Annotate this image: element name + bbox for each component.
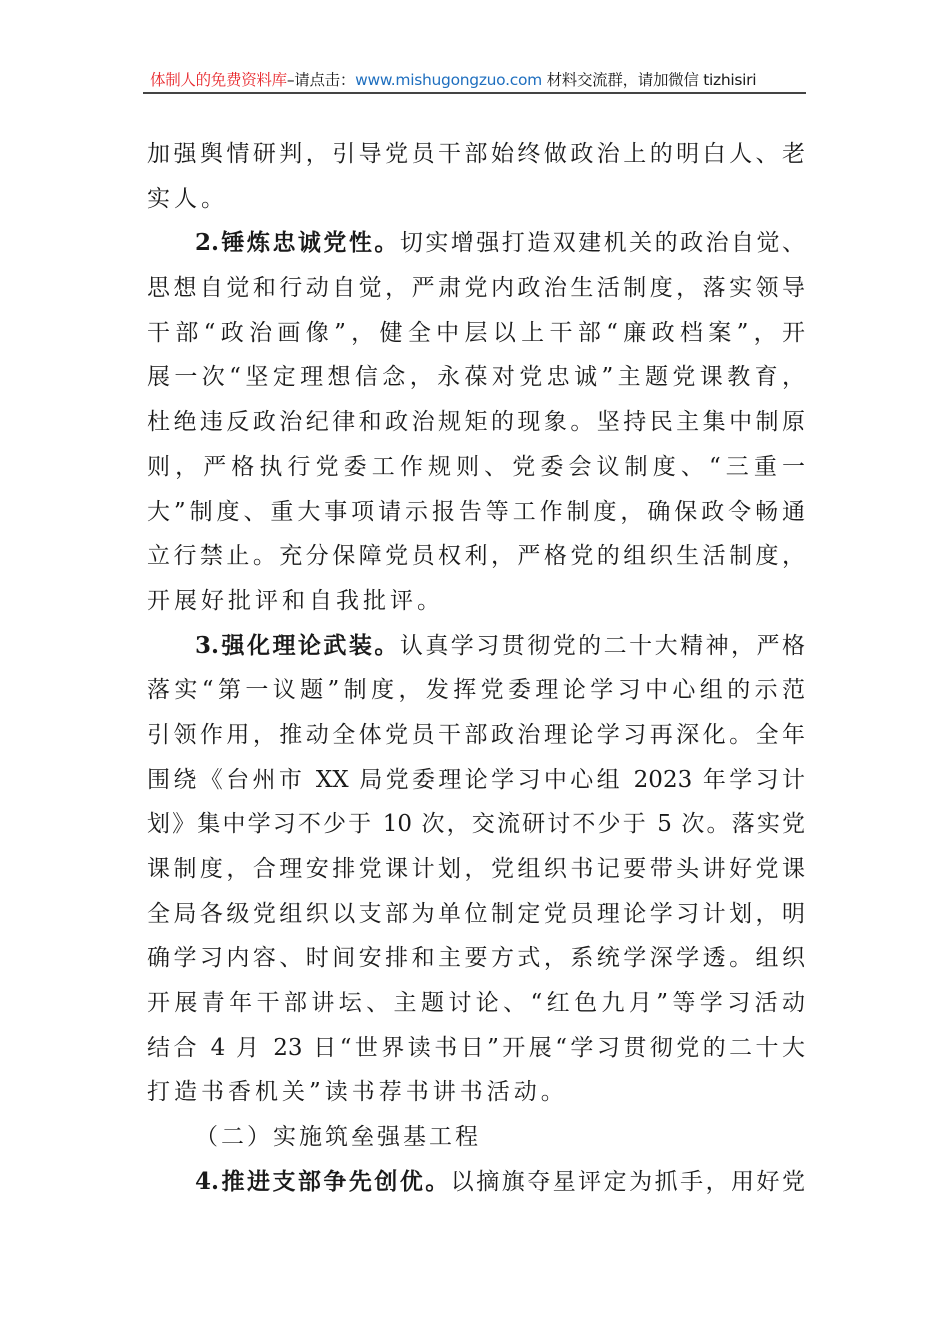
- line-text: 划》集中学习不少于 10 次，交流研讨不少于 5 次。落实党: [147, 811, 805, 838]
- line-text: 课制度，合理安排党课计划，党组织书记要带头讲好党课: [147, 856, 805, 882]
- line-text: 切实增强打造双建机关的政治自觉、: [399, 230, 806, 257]
- line-text: 干部“政治画像”，健全中层以上干部“廉政档案”，开: [147, 319, 805, 346]
- line-text: 杜绝违反政治纪律和政治规矩的现象。坚持民主集中制原: [147, 409, 805, 436]
- text-line: [147, 266, 805, 311]
- line-text: 认真学习贯彻党的二十大精神，严格: [399, 632, 806, 659]
- line-text: 引领作用，推动全体党员干部政治理论学习再深化。全年: [147, 721, 805, 748]
- prompt-text: –请点击：: [286, 71, 356, 89]
- text-line: [147, 1026, 805, 1071]
- text-line: [147, 624, 805, 669]
- line-text: 思想自觉和行动自觉，严肃党内政治生活制度，落实领导: [147, 275, 805, 302]
- text-line: [147, 445, 805, 490]
- text-line: [147, 579, 805, 624]
- line-text: 全局各级党组织以支部为单位制定党员理论学习计划，明: [147, 900, 805, 927]
- line-text: 开展好批评和自我批评。: [147, 587, 444, 614]
- text-line: [147, 981, 805, 1026]
- line-text: 确学习内容、时间安排和主要方式，系统学深学透。组织: [147, 945, 805, 972]
- header-banner: [150, 68, 800, 90]
- text-line: [147, 1160, 805, 1205]
- contact-text: 材料交流群，请加微信 tizhisiri: [546, 71, 757, 89]
- text-line: [147, 355, 805, 400]
- text-line: [147, 132, 805, 177]
- document-body: [147, 132, 805, 1205]
- website-link[interactable]: www.mishugongzuo.com: [355, 71, 542, 89]
- item-title: 4.推进支部争先创优。: [195, 1167, 451, 1195]
- section-heading: [147, 1115, 805, 1160]
- line-text: （二）实施筑垒强基工程: [195, 1124, 481, 1151]
- line-text: 以摘旗夺星评定为抓手，用好党: [450, 1168, 806, 1195]
- brand-text: 体制人的免费资料库: [150, 71, 287, 89]
- line-text: 立行禁止。充分保障党员权利，严格党的组织生活制度，: [147, 543, 805, 570]
- text-line: [147, 311, 805, 356]
- text-line: [147, 713, 805, 758]
- text-line: [147, 847, 805, 892]
- item-title: 2.锤炼忠诚党性。: [195, 229, 400, 257]
- header-divider: [143, 92, 806, 94]
- line-text: 大”制度、重大事项请示报告等工作制度，确保政令畅通: [147, 498, 805, 525]
- text-line: [147, 758, 805, 803]
- text-line: [147, 221, 805, 266]
- line-text: 开展青年干部讲坛、主题讨论、“红色九月”等学习活动: [147, 990, 805, 1017]
- line-text: 落实“第一议题”制度，发挥党委理论学习中心组的示范: [147, 677, 805, 704]
- text-line: [147, 892, 805, 937]
- text-line: [147, 1070, 805, 1115]
- line-text: 结合 4 月 23 日“世界读书日”开展“学习贯彻党的二十大: [147, 1034, 805, 1061]
- text-line: [147, 936, 805, 981]
- line-text: 打造书香机关”读书荐书讲书活动。: [147, 1079, 568, 1106]
- text-line: [147, 490, 805, 535]
- text-line: [147, 177, 805, 222]
- item-title: 3.强化理论武装。: [195, 631, 400, 659]
- text-line: [147, 668, 805, 713]
- text-line: [147, 400, 805, 445]
- line-text: 加强舆情研判，引导党员干部始终做政治上的明白人、老: [147, 141, 805, 167]
- text-line: [147, 802, 805, 847]
- text-line: [147, 534, 805, 579]
- line-text: 实人。: [147, 185, 228, 212]
- line-text: 则，严格执行党委工作规则、党委会议制度、“三重一: [147, 453, 805, 480]
- line-text: 围绕《台州市 XX 局党委理论学习中心组 2023 年学习计: [147, 766, 805, 793]
- line-text: 展一次“坚定理想信念，永葆对党忠诚”主题党课教育，: [147, 364, 805, 391]
